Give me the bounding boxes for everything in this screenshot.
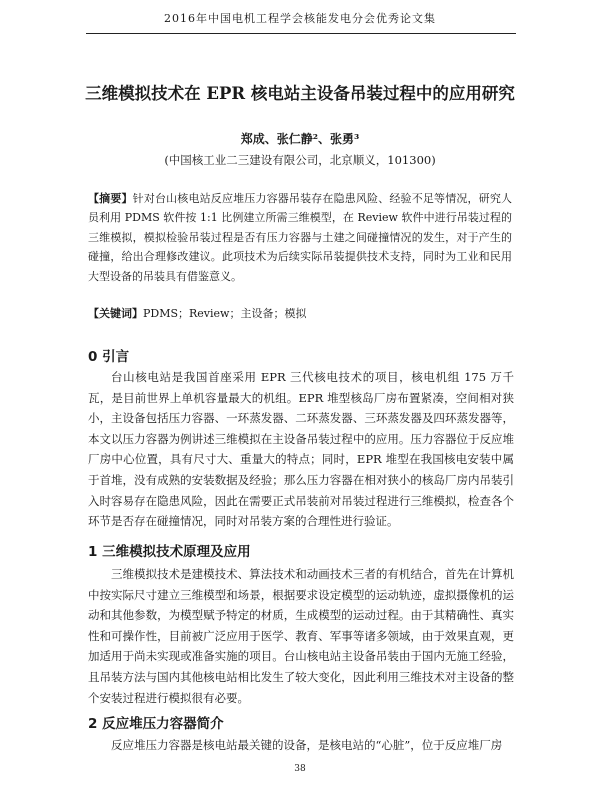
- abstract-text: 针对台山核电站反应堆压力容器吊装存在隐患风险、经验不足等情况，研究人员利用 PDMS 软件按 1:1 比例建立所需三维模型，在 Review 软件中进行吊装过程的三维模拟，模拟检验吊装过程是否有压力容器与土建之间碰撞情况的发生，对于产生的碰撞，给出合理修改建议。此项技术为后续实际吊装提供技术支持，同时为工业和民用大型设备的吊装具有借鉴意义。: [88, 192, 513, 283]
- keywords: [88, 305, 512, 321]
- page-number: 38: [294, 764, 306, 774]
- section-paragraph: 台山核电站是我国首座采用 EPR 三代核电技术的项目，核电机组 175 万千瓦，是目前世界上单机容量最大的机组。EPR 堆型核岛厂房布置紧凑，空间相对狭小，主设备包括压力容器、一环蒸发器、二环蒸发器、三环蒸发器及四环蒸发器等，本文以压力容器为例讲述三维模拟在主设备吊装过程中的应用。压力容器位于反应堆厂房中心位置，具有尺寸大、重量大的特点；同时，EPR 堆型在我国核电安装中属于首堆，没有成熟的安装数据及经验；那么压力容器在相对狭小的核岛厂房内吊装引入时容易存在隐患风险，因此在需要正式吊装前对吊装过程进行三维模拟，检查各个环节是否存在碰撞情况，同时对吊装方案的合理性进行验证。: [88, 370, 514, 529]
- paper-title: 三维模拟技术在 EPR 核电站主设备吊装过程中的应用研究: [85, 84, 515, 103]
- keywords-label: 【关键词】: [88, 307, 143, 320]
- abstract-label: 【摘要】: [88, 192, 133, 205]
- header-rule: [86, 33, 516, 34]
- section-paragraph: 三维模拟技术是建模技术、算法技术和动画技术三者的有机结合，首先在计算机中按实际尺寸建立三维模型和场景，根据要求设定模型的运动轨迹，虚拟摄像机的运动和其他参数，为模型赋予特定的材质，生成模型的运动过程。由于其精确性、真实性和可操作性，目前被广泛应用于医学、教育、军事等诸多领域，由于效果直观，更加适用于尚未实现或准备实施的项目。台山核电站主设备吊装由于国内无施工经验，且吊装方法与国内其他核电站相比发生了较大变化，因此利用三维技术对主设备的整个安装过程进行模拟很有必要。: [88, 567, 514, 705]
- running-header: 2016年中国电机工程学会核能发电分会优秀论文集: [164, 12, 436, 25]
- keywords-text: PDMS；Review；主设备；模拟: [143, 307, 307, 320]
- abstract: [88, 189, 512, 286]
- section-heading-introduction: 0 引言: [88, 349, 130, 365]
- section-heading-simulation-principles: 1 三维模拟技术原理及应用: [88, 544, 251, 560]
- author-list: 郑成、张仁静²、张勇³: [240, 132, 360, 146]
- section-heading-pressure-vessel: 2 反应堆压力容器简介: [88, 716, 224, 732]
- affiliation: (中国核工业二三建设有限公司，北京顺义，101300): [164, 153, 436, 167]
- section-paragraph: 反应堆压力容器是核电站最关键的设备，是核电站的“心脏”，位于反应堆厂房: [111, 738, 503, 752]
